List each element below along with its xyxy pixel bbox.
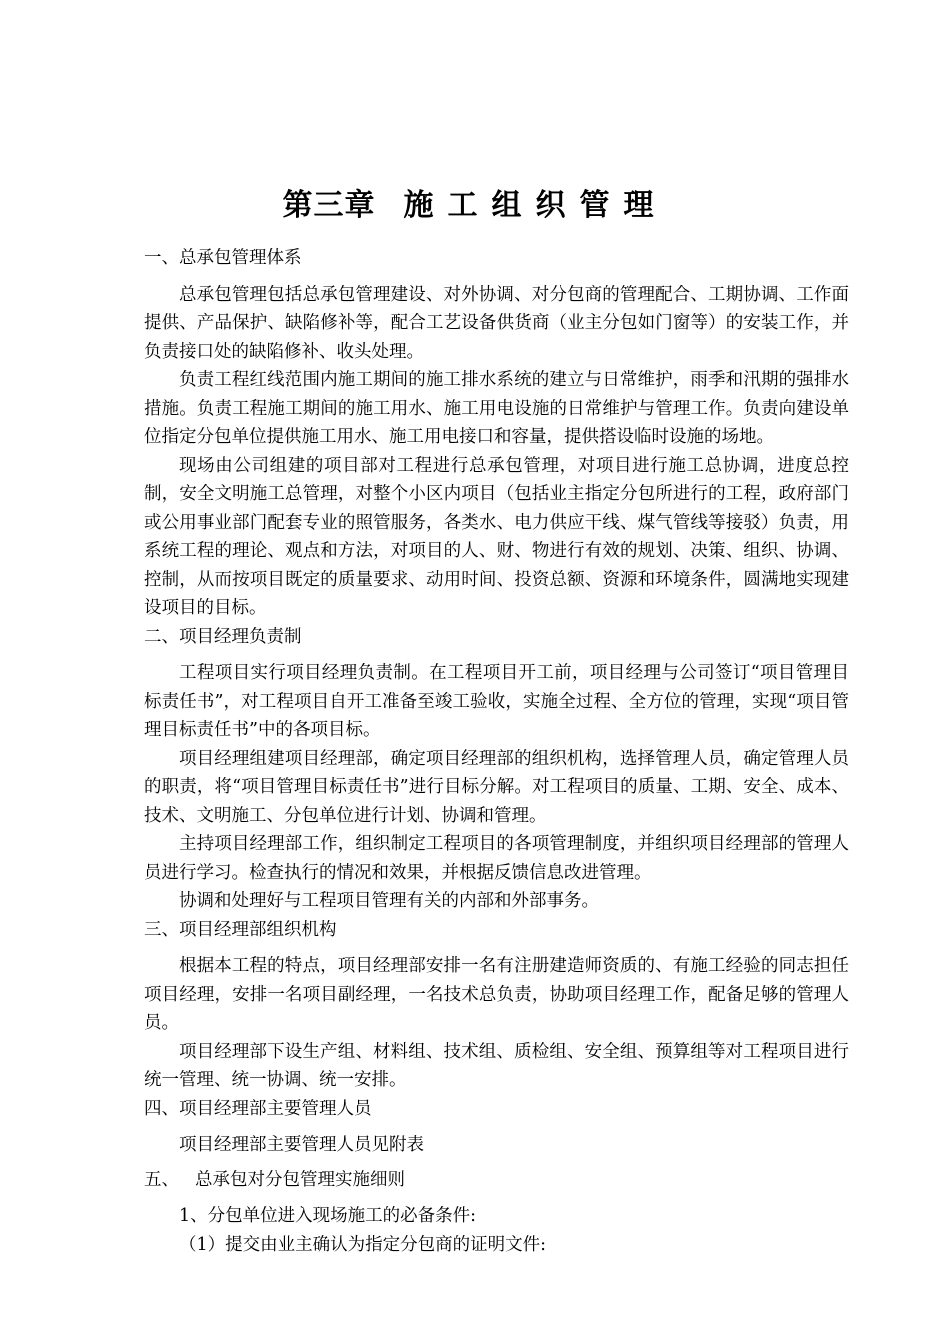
list-item (144, 1231, 849, 1260)
item-text: 提交由业主确认为指定分包商的证明文件: (225, 1234, 547, 1255)
section-number: 五、 (144, 1169, 179, 1190)
paragraph: 项目经理部主要管理人员见附表 (179, 1135, 424, 1155)
paragraph: 项目经理组建项目经理部，确定项目经理部的组织机构，选择管理人员，确定管理人员的职责，将“项目管理目标责任书”进行目标分解。对工程项目的质量、工期、安全、成本、技术、文明施工、分包单位进行计划、协调和管理。 (144, 748, 849, 826)
section-heading-5 (144, 1166, 849, 1195)
paragraph: 总承包管理包括总承包管理建设、对外协调、对分包商的管理配合、工期协调、工作面提供、产品保护、缺陷修补等，配合工艺设备供货商（业主分包如门窗等）的安装工作，并负责接口处的缺陷修补、收头处理。 (144, 284, 849, 362)
section-heading-1: 一、总承包管理体系 (144, 248, 302, 268)
document-body (144, 244, 849, 1259)
chapter-name: 施工组织管理 (403, 188, 668, 223)
paragraph: 负责工程红线范围内施工期间的施工排水系统的建立与日常维护，雨季和汛期的强排水措施。负责工程施工期间的施工用水、施工用电设施的日常维护与管理工作。负责向建设单位指定分包单位提供施工用水、施工用电接口和容量，提供搭设临时设施的场地。 (144, 370, 849, 447)
item-number: （1） (179, 1234, 226, 1255)
paragraph: 根据本工程的特点，项目经理部安排一名有注册建造师资质的、有施工经验的同志担任项目经理，安排一名项目副经理，一名技术总负责，协助项目经理工作，配备足够的管理人员。 (144, 956, 849, 1033)
section-heading-4: 四、项目经理部主要管理人员 (144, 1098, 372, 1119)
paragraph: 工程项目实行项目经理负责制。在工程项目开工前，项目经理与公司签订“项目管理目标责任书”，对工程项目自开工准备至竣工验收，实施全过程、全方位的管理，实现“项目管理目标责任书”中的各项目标。 (144, 663, 849, 740)
section-title: 总承包对分包管理实施细则 (195, 1169, 405, 1190)
section-heading-2: 二、项目经理负责制 (144, 626, 302, 647)
section-heading-3: 三、项目经理部组织机构 (144, 919, 337, 940)
paragraph: 现场由公司组建的项目部对工程进行总承包管理，对项目进行施工总协调，进度总控制，安全文明施工总管理，对整个小区内项目（包括业主指定分包所进行的工程，政府部门或公用事业部门配套专业的照管服务，各类水、电力供应干线、煤气管线等接驳）负责，用系统工程的理论、观点和方法，对项目的人、财、物进行有效的规划、决策、组织、协调、控制，从而按项目既定的质量要求、动用时间、投资总额、资源和环境条件，圆满地实现建设项目的目标。 (144, 455, 849, 618)
chapter-number: 第三章 (282, 188, 376, 223)
chapter-title (0, 186, 950, 226)
paragraph: 主持项目经理部工作，组织制定工程项目的各项管理制度，并组织项目经理部的管理人员进行学习。检查执行的情况和效果，并根据反馈信息改进管理。 (144, 834, 849, 883)
paragraph: 协调和处理好与工程项目管理有关的内部和外部事务。 (179, 891, 599, 911)
paragraph: 项目经理部下设生产组、材料组、技术组、质检组、安全组、预算组等对工程项目进行统一管理、统一协调、统一安排。 (144, 1041, 849, 1090)
list-item: 1、分包单位进入现场施工的必备条件: (179, 1206, 477, 1226)
